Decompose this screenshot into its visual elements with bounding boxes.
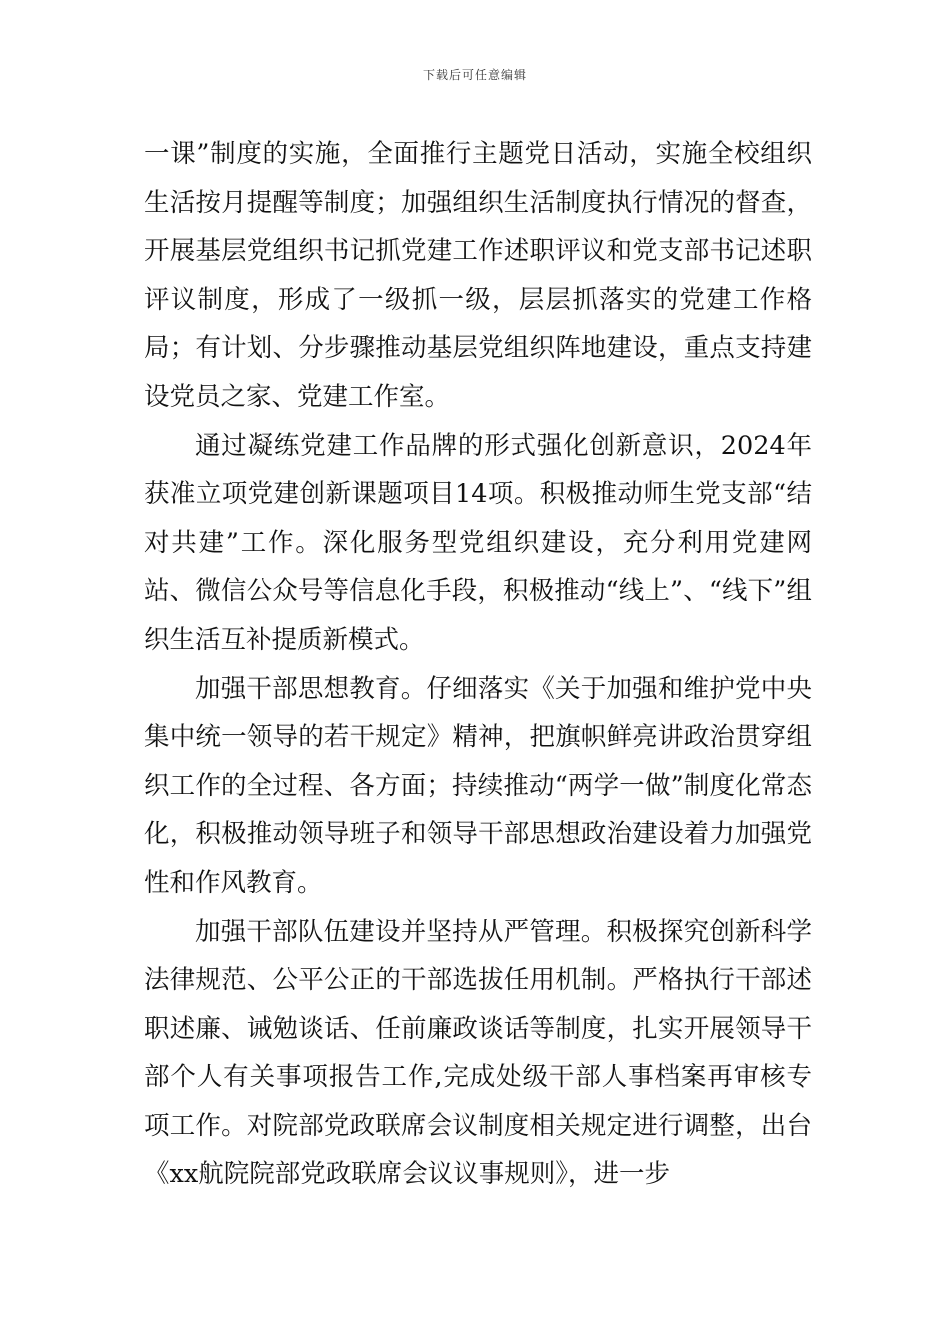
- paragraph-ideological-education: 加强干部思想教育。仔细落实《关于加强和维护党中央集中统一领导的若干规定》精神，把旗帜鲜亮讲政治贯穿组织工作的全过程、各方面；持续推动“两学一做”制度化常态化，积极推动领导班子和领导干部思想政治建设着力加强党性和作风教育。: [144, 673, 812, 898]
- document-body: [144, 130, 812, 1199]
- header-note: 下载后可任意编辑: [422, 68, 527, 82]
- paragraph-innovation: 通过凝练党建工作品牌的形式强化创新意识，2024年获准立项党建创新课题项目14项。积极推动师生党支部“结对共建”工作。深化服务型党组织建设，充分利用党建网站、微信公众号等信息化手段，积极推动“线上”、“线下”组织生活互补提质新模式。: [144, 430, 812, 655]
- paragraph-cadre-management: 加强干部队伍建设并坚持从严管理。积极探究创新科学法律规范、公平公正的干部选拔任用机制。严格执行干部述职述廉、诫勉谈话、任前廉政谈话等制度，扎实开展领导干部个人有关事项报告工作,完成处级干部人事档案再审核专项工作。对院部党政联席会议制度相关规定进行调整，出台《xx航院院部党政联席会议议事规则》，进一步: [144, 916, 812, 1190]
- paragraph-continued: 一课”制度的实施，全面推行主题党日活动，实施全校组织生活按月提醒等制度；加强组织生活制度执行情况的督查，开展基层党组织书记抓党建工作述职评议和党支部书记述职评议制度，形成了一级抓一级，层层抓落实的党建工作格局；有计划、分步骤推动基层党组织阵地建设，重点支持建设党员之家、党建工作室。: [144, 139, 812, 412]
